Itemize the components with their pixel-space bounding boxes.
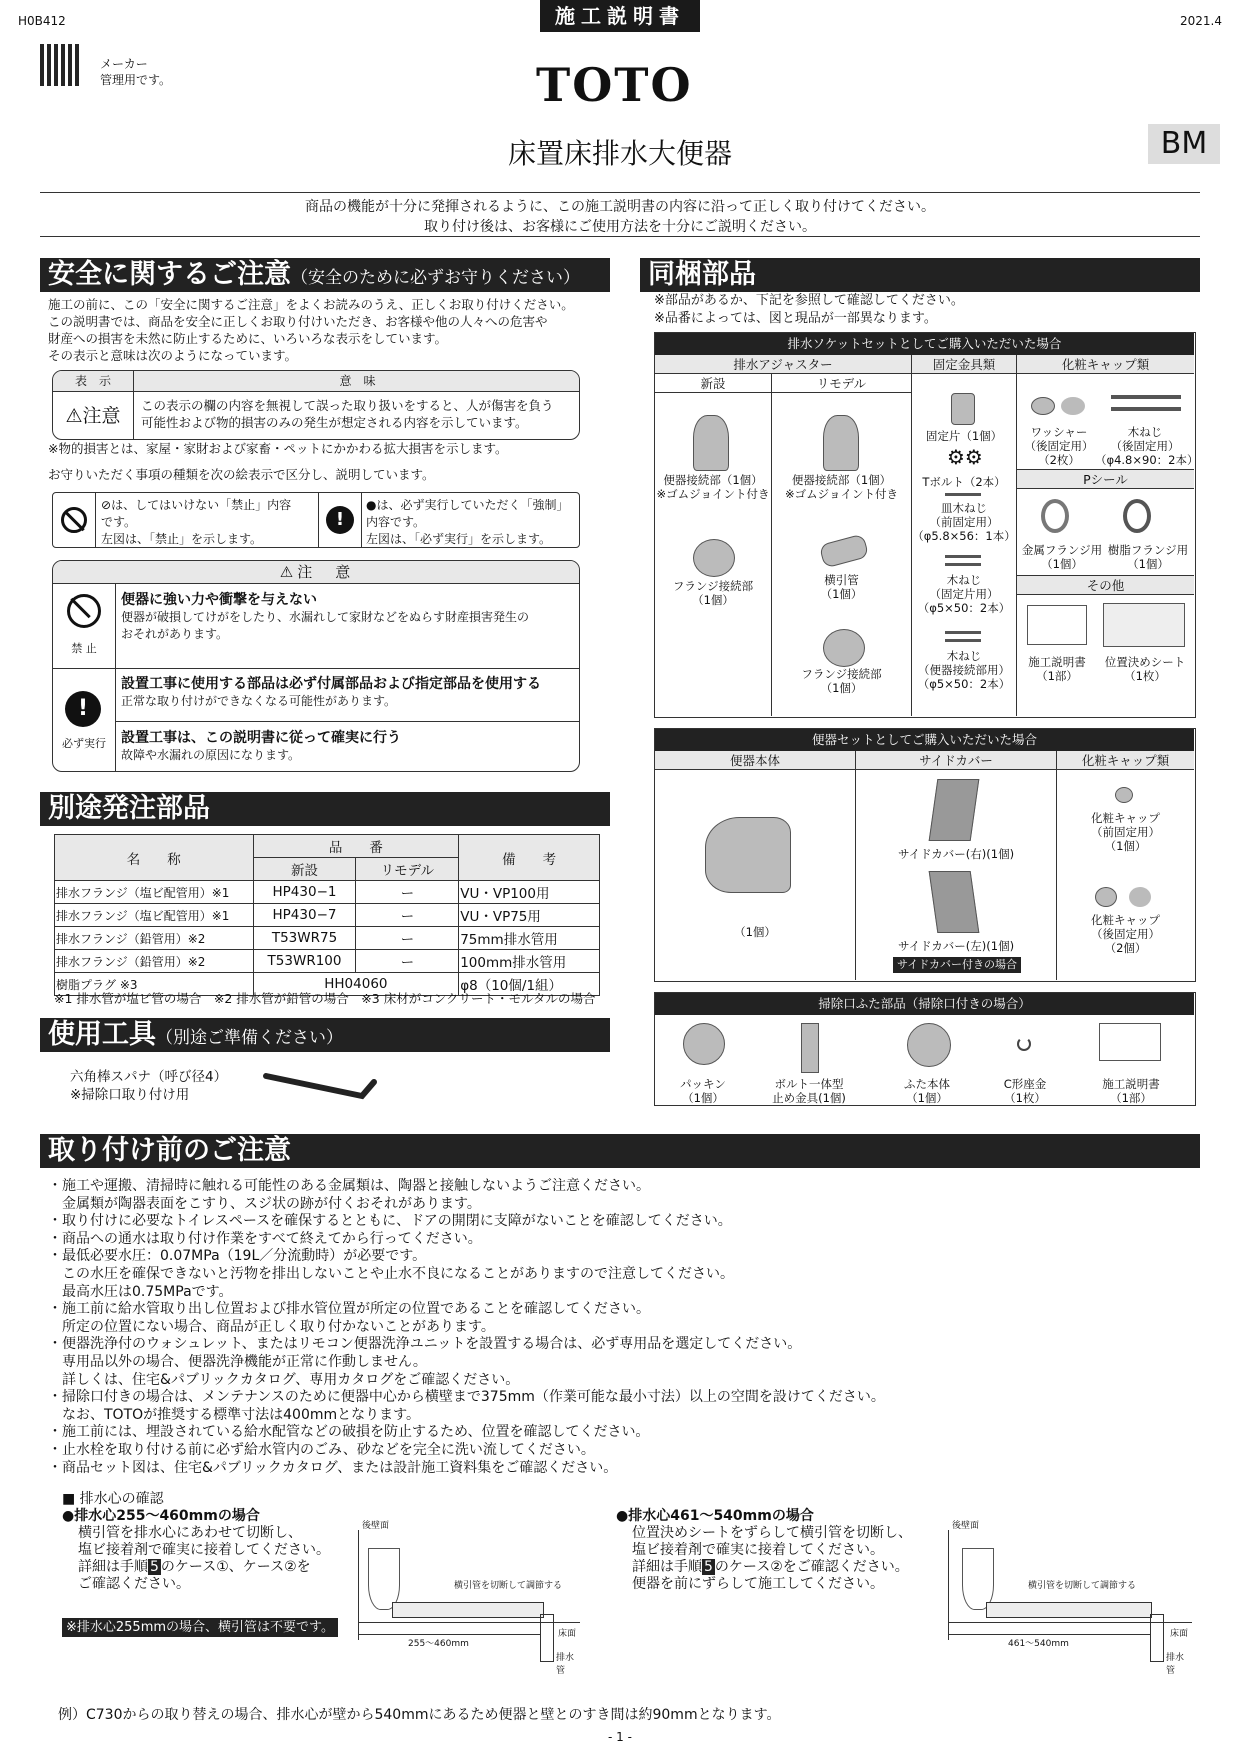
- safety-intro: 施工の前に、この「安全に関するご注意」をよくお読みのうえ、正しくお取り付けください。 この説明書では、商品を安全に正しくお取り付けいただき、お客様や他の人々への危害や 財産への損害を未然に防止するために、いろいろな表示をしています。 その表示と意味は次のようになっています。: [48, 297, 574, 363]
- bundled-section-title: 同梱部品: [640, 258, 1200, 292]
- prohibit-icon: [61, 507, 87, 533]
- diagram-label-wall: 後壁面: [362, 1521, 390, 1531]
- separate-order-footnote: ※1 排水管が塩ビ管の場合 ※2 排水管が鉛管の場合 ※3 床材がコンクリート・モルタルの場合: [54, 991, 596, 1006]
- tool-item: 六角棒スパナ（呼び径4） ※掃除口取り付け用: [70, 1069, 228, 1103]
- flange-joint-icon: [823, 629, 865, 667]
- part-label: 便器接続部（1個） ※ゴムジョイント付き: [656, 473, 770, 501]
- tools-section-title: 使用工具（別途ご準備ください）: [40, 1018, 610, 1052]
- cap-body-icon: [907, 1023, 951, 1067]
- prohibit-icon-small: ⊘: [101, 498, 112, 512]
- divider: [40, 236, 1200, 237]
- part-label: 化粧キャップ （前固定用） （1個）: [1091, 811, 1160, 853]
- column-header-new: 新設: [253, 858, 356, 881]
- hex-wrench-icon: [262, 1070, 382, 1110]
- diagram-label-drain: 排水管: [1166, 1653, 1185, 1676]
- dimension-line: [358, 1634, 540, 1635]
- socket-set-title: 排水ソケットセットとしてご購入いただいた場合: [655, 333, 1194, 355]
- caution-item-1: 便器に強い力や衝撃を与えない 便器が破損してけがをしたり、水漏れして家財などをぬらす財産損害発生の おそれがあります。: [121, 592, 530, 641]
- must-legend: ●は、必ず実行していただく「強制」 内容です。 左図は、「必ず実行」を示します。: [366, 498, 569, 546]
- part-label: サイドカバー(左)(1個): [897, 939, 1015, 953]
- list-item: ・商品への通水は取り付け作業をすべて終えてから行ってください。: [48, 1230, 482, 1247]
- page-title: 床置床排水大便器: [507, 137, 732, 170]
- part-label: ワッシャー （後固定用） （2枚）: [1024, 425, 1094, 467]
- caution-item-2: 設置工事に使用する部品は必ず付属部品および指定部品を使用する 正常な取り付けができなくなる可能性があります。: [121, 676, 541, 708]
- screw-icon: [945, 555, 981, 558]
- document-type-label: 施工説明書: [540, 0, 700, 32]
- table-row: 樹脂プラグ ※3 HH04060 φ8（10個/1組）: [55, 973, 600, 996]
- page-number: - 1 -: [608, 1730, 632, 1744]
- brand-logo: TOTO: [536, 58, 693, 112]
- part-label: 木ねじ （固定片用） （φ5×50：2本）: [917, 573, 1011, 615]
- before-install-notes: [48, 1178, 1208, 1477]
- damage-note: ※物的損害とは、家屋・家財および家畜・ペットにかかわる拡大損害を示します。: [48, 441, 508, 456]
- before-install-section-title: 取り付け前のご注意: [40, 1134, 1200, 1168]
- part-label: Tボルト（2本）: [922, 475, 1006, 489]
- list-item: ・便器洗浄付のウォシュレット、またはリモコン便器洗浄ユニットを設置する場合は、必ず専用品を選定してください。: [48, 1336, 802, 1353]
- wood-screw-icon: [1111, 395, 1181, 399]
- side-cover-note: サイドカバー付きの場合: [893, 957, 1021, 973]
- drain-pipe-icon: [540, 1614, 554, 1662]
- manual-icon: [1099, 1023, 1161, 1061]
- list-item: 専用品以外の場合、便器洗浄機能が正常に作動しません。: [48, 1353, 427, 1370]
- part-label: 金属フランジ用 （1個）: [1021, 543, 1103, 571]
- part-label: フランジ接続部 （1個）: [672, 579, 754, 607]
- horizontal-pipe-icon: [986, 1602, 1152, 1618]
- list-item: ・施工や運搬、清掃時に触れる可能性のある金属類は、陶器と接触しないようご注意ください。: [48, 1178, 650, 1194]
- rear-wall-line: [948, 1530, 949, 1640]
- display-meaning-table: [52, 370, 580, 440]
- toilet-section-icon: [368, 1548, 400, 1610]
- prohibit-label: 禁 止: [71, 642, 97, 655]
- part-label: 横引管 （1個）: [820, 573, 863, 601]
- part-label: 木ねじ （後固定用） （φ4.8×90：2本）: [1095, 425, 1199, 467]
- dimension-line: [948, 1634, 1150, 1635]
- intro-line-1: 商品の機能が十分に発揮されるように、この施工説明書の内容に沿って正しく取り付けてください。: [305, 199, 935, 215]
- separate-order-table: [54, 834, 600, 996]
- screw-icon: [945, 631, 981, 634]
- list-item: 詳しくは、住宅&パブリックカタログ、専用カタログをご確認ください。: [48, 1371, 520, 1388]
- diagram-label-cut: 横引管を切断して調節する: [454, 1581, 563, 1591]
- rear-cap-icon: [1095, 887, 1117, 907]
- part-label: サイドカバー(右)(1個): [897, 847, 1015, 861]
- part-label: パッキン （1個）: [680, 1077, 726, 1105]
- flange-joint-icon: [693, 539, 735, 577]
- toilet-section-icon: [962, 1548, 994, 1610]
- positioning-sheet-icon: [1103, 603, 1185, 647]
- table-row: 排水フランジ（塩ビ配管用）※1 HP430−7 ー VU・VP75用: [55, 904, 600, 927]
- part-label: 皿木ねじ （前固定用） （φ5.8×56：1本）: [912, 501, 1016, 543]
- drain-pipe-icon: [1150, 1614, 1164, 1662]
- drain-check-heading: ■ 排水心の確認: [62, 1491, 164, 1507]
- list-item: ・最低必要水圧：0.07MPa（19L／分流動時）が必要です。: [48, 1248, 427, 1265]
- dimension-label: 255～460mm: [408, 1639, 469, 1649]
- caution-meaning: この表示の欄の内容を無視して誤った取り扱いをすると、人が傷害を負う 可能性および物的損害のみの発生が想定される内容を示しています。: [141, 398, 554, 430]
- rear-wall-line: [358, 1530, 359, 1640]
- horizontal-pipe-icon: [392, 1602, 544, 1618]
- part-label: ボルト一体型 止め金具(1個): [772, 1077, 846, 1105]
- list-item: なお、TOTOが推奨する標準寸法は400mmとなります。: [48, 1406, 421, 1423]
- case1-note: ※排水心255mmの場合、横引管は不要です。: [62, 1618, 338, 1637]
- model-badge: BM: [1148, 124, 1220, 164]
- part-label: （1個）: [734, 925, 776, 939]
- manual-icon: [1027, 605, 1087, 645]
- list-item: ・掃除口付きの場合は、メンテナンスのために便器中心から横壁まで375mm（作業可能な最小寸法）以上の空間を設けてください。: [48, 1389, 885, 1406]
- divider: [40, 192, 1200, 193]
- list-item: ・商品セット図は、住宅&パブリックカタログ、または設計施工資料集をご確認ください。: [48, 1459, 618, 1476]
- table-row: 排水フランジ（鉛管用）※2 T53WR75 ー 75mm排水管用: [55, 927, 600, 950]
- separate-order-section-title: 別途発注部品: [40, 792, 610, 826]
- column-header-note: 備 考: [459, 835, 600, 881]
- must-do-icon: !: [326, 506, 354, 534]
- prohibit-legend: ⊘は、してはいけない「禁止」内容 です。 左図は、「禁止」を示します。: [101, 498, 292, 546]
- list-item: 金属類が陶器表面をこすり、スジ状の跡が付くおそれがあります。: [48, 1195, 481, 1212]
- packing-icon: [683, 1023, 725, 1065]
- resin-flange-seal-icon: [1123, 499, 1151, 533]
- qr-code-icon: [40, 44, 82, 86]
- column-header-new: 新設: [655, 374, 772, 393]
- document-number: H0B412: [18, 14, 66, 28]
- table-row: 排水フランジ（鉛管用）※2 T53WR100 ー 100mm排水管用: [55, 950, 600, 973]
- table-row: 排水フランジ（塩ビ配管用）※1 HP430−1 ー VU・VP100用: [55, 881, 600, 904]
- toilet-bowl-icon: [705, 817, 791, 893]
- list-item: 所定の位置にない場合、商品が正しく取り付かないことがあります。: [48, 1318, 495, 1335]
- part-label: 施工説明書 （1部）: [1028, 655, 1086, 683]
- fixing-piece-icon: [951, 393, 975, 425]
- toilet-joint-icon: [693, 415, 729, 471]
- part-label: C形座金 （1枚）: [1003, 1077, 1047, 1105]
- diagram-label-drain: 排水管: [556, 1653, 575, 1676]
- drain-diagram-2: [948, 1518, 1192, 1676]
- part-label: 位置決めシート （1枚）: [1104, 655, 1186, 683]
- c-washer-icon: [1017, 1037, 1031, 1051]
- list-item: この水圧を確保できないと汚物を排出しないことや止水不良になることがありますので注意してください。: [48, 1265, 734, 1282]
- part-label: 便器接続部（1個） ※ゴムジョイント付き: [785, 473, 898, 501]
- symbol-legend: [52, 492, 580, 548]
- column-header-adjuster: 排水アジャスター: [655, 355, 912, 374]
- part-label: フランジ接続部 （1個）: [801, 667, 882, 695]
- example-note: 例）C730からの取り替えの場合、排水心が壁から540mmにあるため便器と壁とのすき間は約90mmとなります。: [58, 1707, 781, 1723]
- list-item: ・施工前に給水管取り出し位置および排水管位置が所定の位置であることを確認してください。: [48, 1301, 650, 1318]
- symbol-note: お守りいただく事項の種類を次の絵表示で区分し、説明しています。: [48, 467, 435, 482]
- bowl-set-title: 便器セットとしてご購入いただいた場合: [655, 729, 1194, 751]
- column-header-cap: 化粧キャップ類: [1017, 355, 1194, 374]
- column-header-side: サイドカバー: [856, 751, 1057, 770]
- bundled-note-1: ※部品があるか、下記を参照して確認してください。: [654, 293, 964, 308]
- diagram-label-floor: 床面: [1170, 1629, 1189, 1639]
- column-header-name: 名 称: [55, 835, 254, 881]
- prohibit-icon: [67, 594, 101, 628]
- part-label: 化粧キャップ （後固定用） （2個）: [1091, 913, 1160, 955]
- other-header: その他: [1017, 575, 1194, 595]
- warning-triangle-icon: ⚠: [65, 405, 83, 427]
- part-label: 施工説明書 （1部）: [1102, 1077, 1160, 1105]
- column-header-part: 品 番: [253, 835, 459, 858]
- t-bolt-icon: ⚙⚙: [947, 445, 983, 469]
- qr-note: メーカー 管理用です。: [100, 57, 172, 87]
- column-header-meaning: 意 味: [134, 371, 580, 392]
- must-do-icon: !: [65, 691, 101, 727]
- column-header-cap: 化粧キャップ類: [1057, 751, 1194, 770]
- document-date: 2021.4: [1180, 14, 1222, 28]
- side-cover-right-icon: [929, 779, 980, 841]
- bowl-set-box: [654, 728, 1196, 982]
- step-badge: 5: [150, 1559, 159, 1575]
- list-item: ・止水栓を取り付ける前に必ず給水管内のごみ、砂などを完全に洗い流してください。: [48, 1441, 595, 1458]
- list-item: ・施工前には、埋設されている給水配管などの破損を防止するため、位置を確認してください。: [48, 1424, 650, 1441]
- part-label: 固定片（1個）: [925, 429, 1003, 443]
- column-header-remodel: リモデル: [772, 374, 912, 393]
- column-header-fixing: 固定金具類: [912, 355, 1017, 374]
- safety-section-title: 安全に関するご注意（安全のために必ずお守りください）: [40, 258, 610, 292]
- diagram-label-wall: 後壁面: [952, 1521, 980, 1531]
- front-cap-icon: [1115, 787, 1133, 803]
- case1-text: ●排水心255～460mmの場合 横引管を排水心にあわせて切断し、 塩ビ接着剤で確実に接着してください。 詳細は手順 5 のケース①、ケース②を ご確認ください。: [62, 1508, 330, 1592]
- must-label: 必ず実行: [62, 737, 106, 750]
- bolt-fastener-icon: [801, 1023, 819, 1073]
- caution-box: [52, 560, 580, 772]
- drain-diagram-1: [358, 1518, 580, 1676]
- part-label: 樹脂フランジ用 （1個）: [1107, 543, 1189, 571]
- socket-set-box: [654, 332, 1199, 718]
- part-label: ふた本体 （1個）: [904, 1077, 950, 1105]
- caution-box-title: ⚠注 意: [53, 561, 580, 584]
- pseal-header: Pシール: [1017, 469, 1194, 489]
- dimension-label: 461～540mm: [1008, 1639, 1069, 1649]
- horizontal-pipe-icon: [819, 533, 870, 568]
- washer-icon: [1031, 397, 1055, 415]
- list-item: ・取り付けに必要なトイレスペースを確保するとともに、ドアの開閉に支障がないことを確認してください。: [48, 1213, 732, 1230]
- column-header-remodel: リモデル: [356, 858, 459, 881]
- warning-triangle-icon: ⚠: [279, 563, 298, 581]
- caution-item-3: 設置工事は、この説明書に従って確実に行う 故障や水漏れの原因になります。: [121, 730, 401, 762]
- step-badge: 5: [704, 1559, 713, 1575]
- caution-display: ⚠注意: [53, 392, 134, 440]
- screw-icon: [945, 493, 981, 496]
- column-header-display: 表 示: [53, 371, 134, 392]
- toilet-joint-icon: [823, 415, 859, 471]
- cleanout-title: 掃除口ふた部品（掃除口付きの場合）: [655, 993, 1194, 1015]
- column-header-body: 便器本体: [655, 751, 856, 770]
- side-cover-left-icon: [929, 871, 980, 933]
- intro-line-2: 取り付け後は、お客様にご使用方法を十分にご説明ください。: [424, 219, 816, 235]
- case2-text: ●排水心461～540mmの場合 位置決めシートをずらして横引管を切断し、 塩ビ接着剤で確実に接着してください。 詳細は手順 5 のケース②をご確認ください。 便器を前にずらして施工してください。: [616, 1508, 912, 1592]
- diagram-label-floor: 床面: [558, 1629, 577, 1639]
- list-item: 最高水圧は0.75MPaです。: [48, 1283, 233, 1300]
- part-label: 木ねじ （便器接続部用） （φ5×50：2本）: [917, 649, 1011, 691]
- cleanout-box: [654, 992, 1196, 1106]
- must-do-icon-small: ●: [366, 498, 377, 512]
- bundled-note-2: ※品番によっては、図と現品が一部異なります。: [654, 311, 937, 326]
- metal-flange-seal-icon: [1041, 499, 1069, 533]
- diagram-label-cut: 横引管を切断して調節する: [1028, 1581, 1137, 1591]
